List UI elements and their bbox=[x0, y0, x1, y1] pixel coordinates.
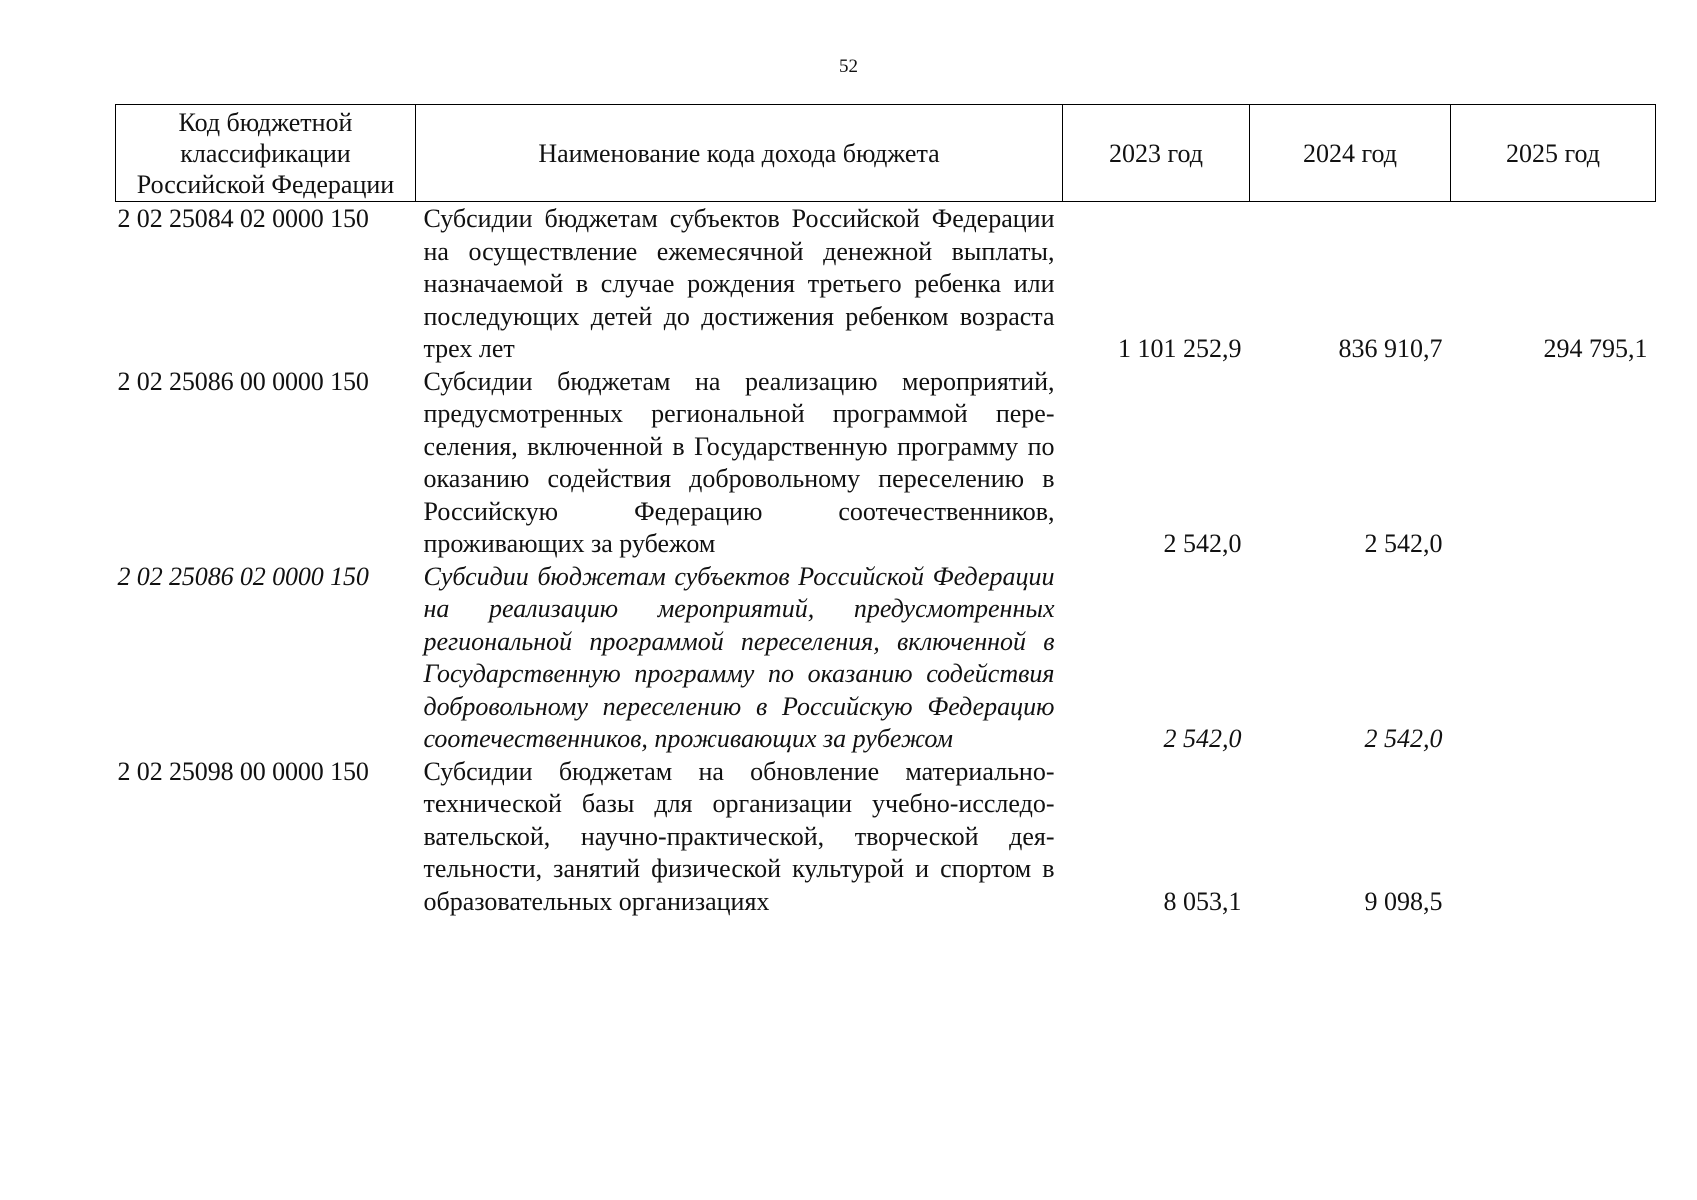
row-code: 2 02 25084 02 0000 150 bbox=[117, 204, 369, 233]
row-code: 2 02 25086 02 0000 150 bbox=[117, 561, 369, 591]
row-value-2023: 8 053,1 bbox=[1163, 886, 1242, 916]
table-body bbox=[116, 202, 1656, 919]
row-value-2023: 1 101 252,9 bbox=[1118, 334, 1242, 363]
header-row bbox=[116, 105, 1656, 202]
header-name: Наименование кода дохода бюджета bbox=[416, 105, 1063, 202]
budget-revenue-table bbox=[115, 104, 1656, 918]
table-row bbox=[116, 366, 1656, 561]
page-number: 52 bbox=[839, 56, 858, 77]
header-2024: 2024 год bbox=[1250, 105, 1451, 202]
table-row bbox=[116, 202, 1656, 366]
header-2025: 2025 год bbox=[1451, 105, 1656, 202]
row-name: Субсидии бюджетам на реализацию мероприятий, предусмотренных региональной программой переселения, включенной в Государственную программу по оказанию содействия добровольному переселению в Российскую Федерацию соотечественников, проживающих за рубежом bbox=[423, 366, 1055, 558]
header-2023: 2023 год bbox=[1063, 105, 1250, 202]
row-value-2024: 2 542,0 bbox=[1364, 724, 1443, 753]
row-value-2024: 2 542,0 bbox=[1364, 529, 1443, 558]
header-code: Код бюджетной классификации Российской Федерации bbox=[116, 105, 416, 202]
row-name: Субсидии бюджетам субъектов Российской Федерации на осуществление ежемесячной денежной выплаты, назначаемой в случае рождения третьего ребенка или последующих детей до достижения ребенком возраста трех лет bbox=[423, 204, 1055, 363]
row-value-2023: 2 542,0 bbox=[1163, 724, 1242, 753]
table-row bbox=[116, 756, 1656, 919]
row-value-2025 bbox=[1451, 561, 1656, 756]
row-value-2025 bbox=[1451, 366, 1656, 561]
row-value-2024: 9 098,5 bbox=[1364, 886, 1443, 916]
row-value-2025 bbox=[1451, 756, 1656, 919]
row-code: 2 02 25098 00 0000 150 bbox=[117, 756, 369, 786]
row-value-2024: 836 910,7 bbox=[1338, 334, 1443, 363]
row-value-2023: 2 542,0 bbox=[1163, 529, 1242, 558]
row-name: Субсидии бюджетам на обновление материально-технической базы для организации учебно-исследовательской, научно-практической, творческой деятельности, занятий физической культурой и спортом в образовательных организациях bbox=[423, 756, 1055, 916]
table-header bbox=[116, 105, 1656, 202]
row-name: Субсидии бюджетам субъектов Российской Федерации на реализацию мероприятий, предусмотренных региональной программой переселения, включенной в Государственную программу по оказанию содействия добровольному переселению в Российскую Федерацию соотечественников, проживающих за рубежом bbox=[423, 561, 1055, 753]
row-code: 2 02 25086 00 0000 150 bbox=[117, 366, 369, 396]
table-row bbox=[116, 561, 1656, 756]
row-value-2025: 294 795,1 bbox=[1543, 334, 1648, 363]
